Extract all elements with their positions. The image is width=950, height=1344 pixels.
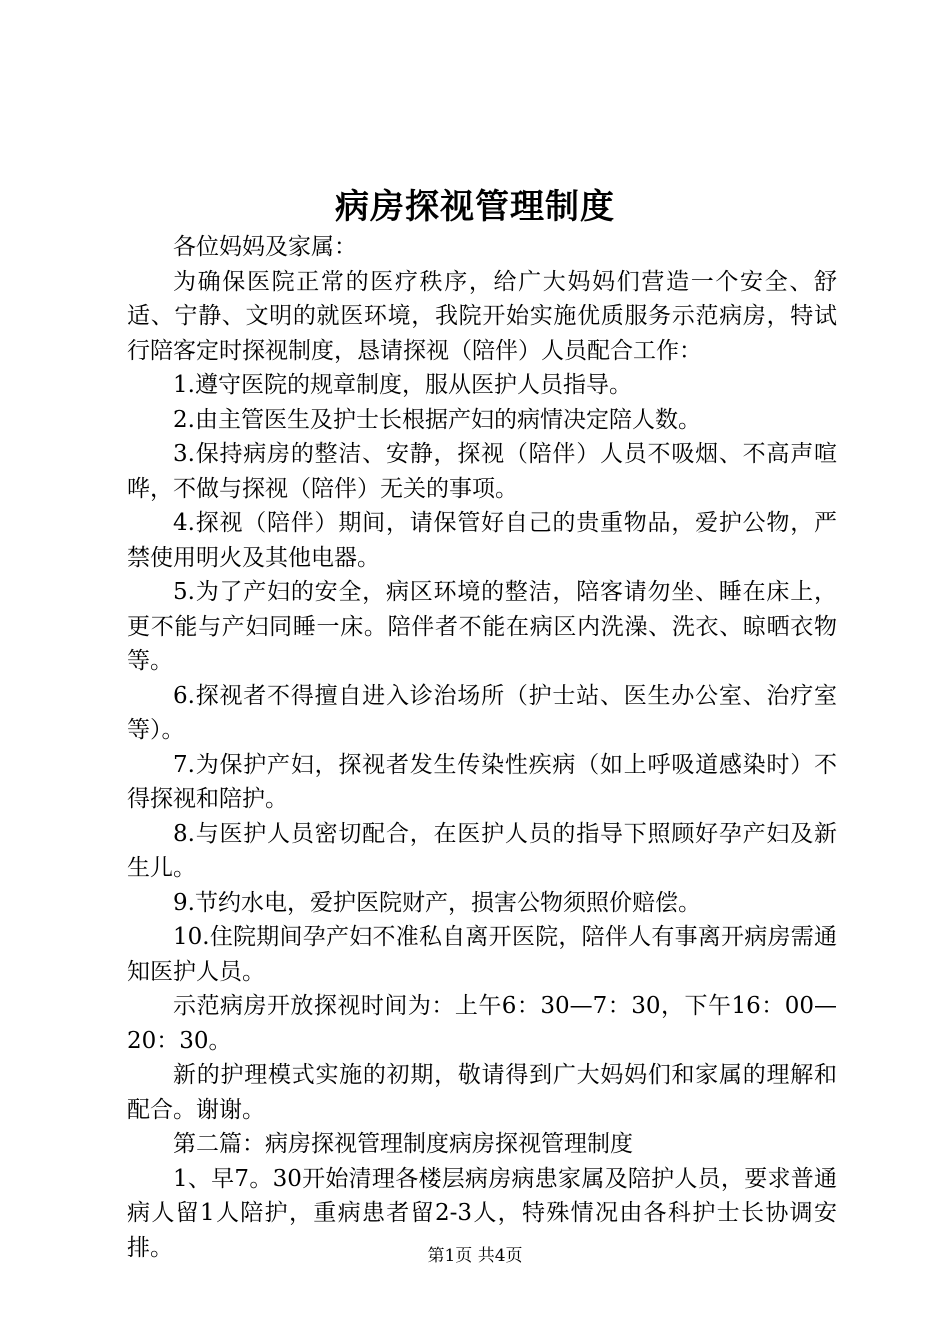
section-two-item-1: 1、早7。30开始清理各楼层病房病患家属及陪护人员，要求普通病人留1人陪护，重病患者留2-3人，特殊情况由各科护士长协调安排。 bbox=[127, 1165, 837, 1261]
rule-10-paragraph: 10.住院期间孕产妇不准私自离开医院，陪伴人有事离开病房需通知医护人员。 bbox=[127, 924, 837, 985]
visiting-hours-paragraph: 示范病房开放探视时间为：上午6：30—7：30，下午16：00—20：30。 bbox=[127, 993, 837, 1054]
rule-5-paragraph: 5.为了产妇的安全，病区环境的整洁，陪客请勿坐、睡在床上，更不能与产妇同睡一床。陪伴者不能在病区内洗澡、洗衣、晾晒衣物等。 bbox=[127, 579, 837, 674]
rule-2-paragraph: 2.由主管医生及护士长根据产妇的病情决定陪人数。 bbox=[173, 406, 701, 433]
document-body bbox=[127, 230, 837, 1265]
intro-paragraph: 为确保医院正常的医疗秩序，给广大妈妈们营造一个安全、舒适、宁静、文明的就医环境，我院开始实施优质服务示范病房，特试行陪客定时探视制度，恳请探视（陪伴）人员配合工作： bbox=[127, 268, 837, 364]
rule-6-paragraph: 6.探视者不得擅自进入诊治场所（护士站、医生办公室、治疗室等）。 bbox=[127, 682, 837, 743]
rule-7-paragraph: 7.为保护产妇，探视者发生传染性疾病（如上呼吸道感染时）不得探视和陪护。 bbox=[127, 751, 837, 812]
greeting-paragraph: 各位妈妈及家属： bbox=[173, 234, 357, 260]
rule-3-paragraph: 3.保持病房的整洁、安静，探视（陪伴）人员不吸烟、不高声喧哗，不做与探视（陪伴）无关的事项。 bbox=[127, 441, 837, 502]
document-title: 病房探视管理制度 bbox=[335, 187, 615, 227]
rule-4-paragraph: 4.探视（陪伴）期间，请保管好自己的贵重物品，爱护公物，严禁使用明火及其他电器。 bbox=[127, 510, 837, 571]
section-two-heading: 第二篇：病房探视管理制度病房探视管理制度 bbox=[173, 1131, 633, 1157]
page-number-footer: 第1页 共4页 bbox=[427, 1246, 523, 1266]
rule-8-paragraph: 8.与医护人员密切配合，在医护人员的指导下照顾好孕产妇及新生儿。 bbox=[127, 820, 837, 881]
rule-1-paragraph: 1.遵守医院的规章制度，服从医护人员指导。 bbox=[173, 372, 632, 398]
rule-9-paragraph: 9.节约水电，爱护医院财产，损害公物须照价赔偿。 bbox=[173, 889, 701, 916]
closing-paragraph: 新的护理模式实施的初期，敬请得到广大妈妈们和家属的理解和配合。谢谢。 bbox=[127, 1062, 837, 1123]
